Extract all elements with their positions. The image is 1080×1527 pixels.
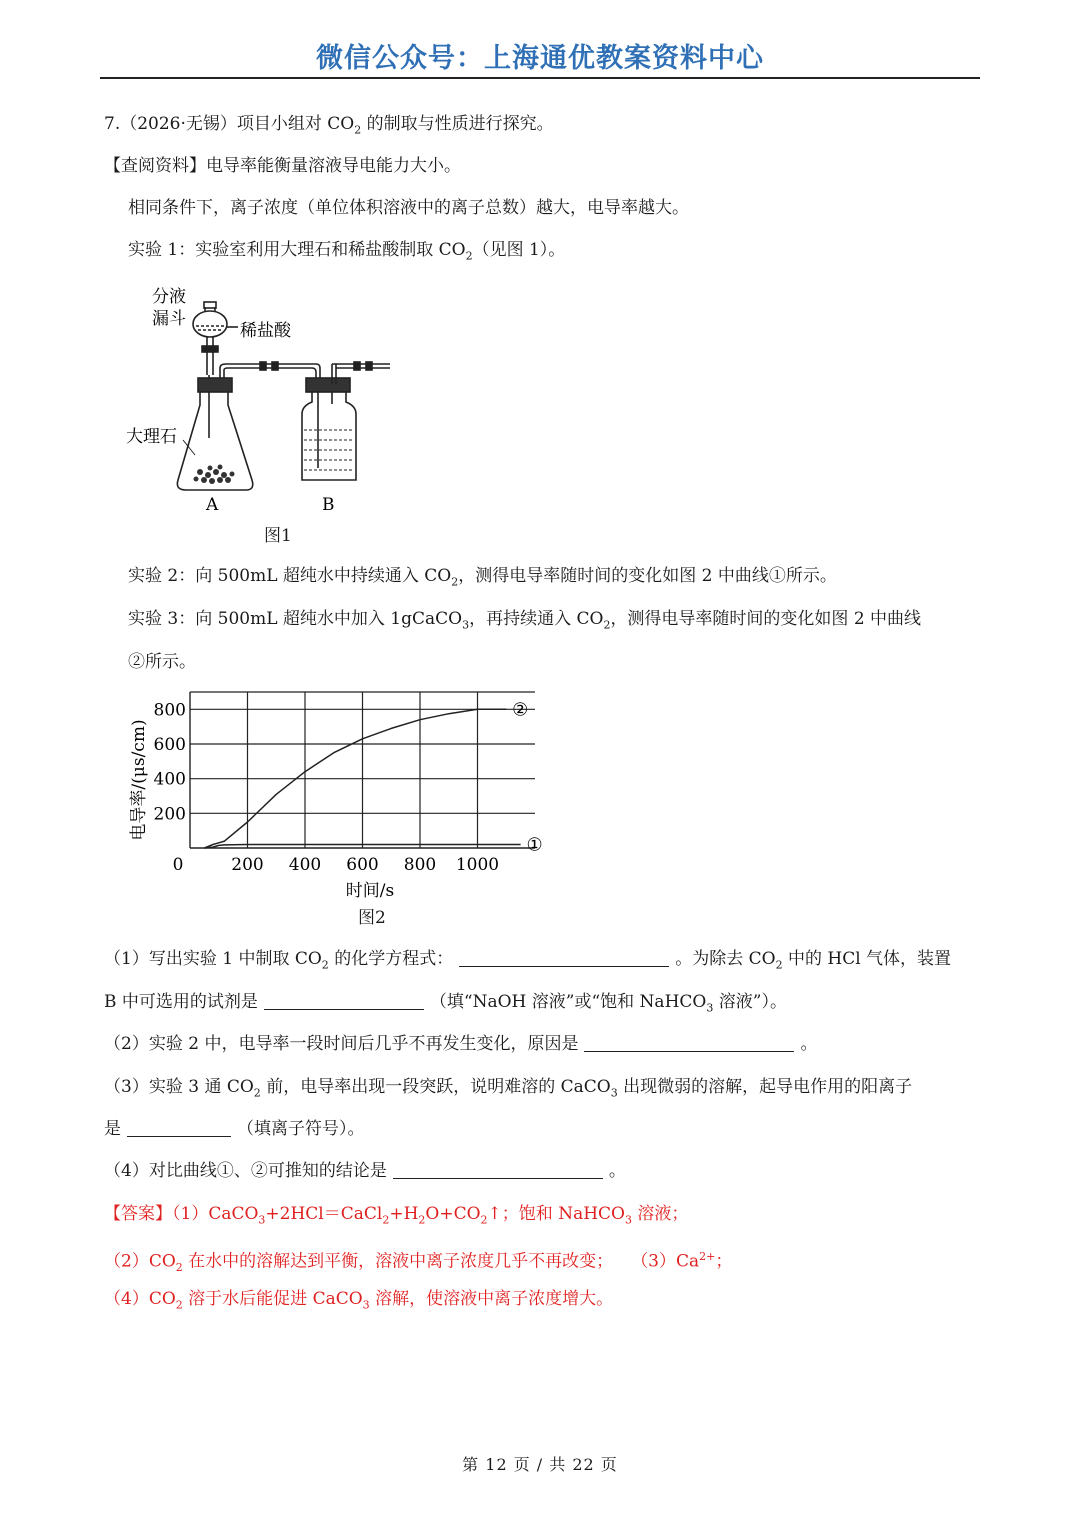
x-tick-label: 400 xyxy=(288,855,322,875)
bottle-b-label: B xyxy=(322,495,335,515)
figure2-caption: 图2 xyxy=(358,908,386,928)
acid-label: 稀盐酸 xyxy=(240,321,291,341)
question-3-line-2: 是 （填离子符号）。 xyxy=(104,1119,365,1139)
experiment-3-text-cont: ②所示。 xyxy=(128,652,196,672)
marble-pieces xyxy=(194,465,235,485)
question-intro: 7.（2026·无锡）项目小组对 $CO_2$ 的制取与性质进行探究。 xyxy=(104,114,554,137)
experiment-1-text: 实验 1：实验室利用大理石和稀盐酸制取 $CO_2$（见图 1）。 xyxy=(128,240,566,263)
y-tick-label: 400 xyxy=(153,769,186,790)
answer-4: $(4)CO_2$ 溶于水后能促进 CaCO$_3$ 溶解，使溶液中离子浓度增大。 xyxy=(104,1289,614,1312)
answer-blank-3[interactable] xyxy=(584,1033,794,1052)
x-axis-label: 时间/s xyxy=(345,881,395,898)
answer-label: 【答案】 xyxy=(104,1204,172,1224)
answer-blank-4[interactable] xyxy=(127,1118,231,1137)
series-label-2: ② xyxy=(512,699,529,721)
answer-blank-1[interactable] xyxy=(459,948,669,967)
series-label-1: ① xyxy=(526,834,543,856)
answer-blank-5[interactable] xyxy=(393,1160,603,1179)
reference-line-1: 【查阅资料】电导率能衡量溶液导电能力大小。 xyxy=(104,156,461,176)
reference-label: 【查阅资料】 xyxy=(104,156,206,176)
answer-2-3: $(2)CO_2$ 在水中的溶解达到平衡，溶液中离子浓度几乎不再改变； $(3)Ca^{2+}$； xyxy=(104,1250,733,1275)
question-3-line-1: （3）实验 3 通 $CO_2$ 前，电导率出现一段突跃，说明难溶的 CaCO$_3$ 出现微弱的溶解，起导电作用的阳离子 xyxy=(104,1077,913,1100)
y-tick-label: 200 xyxy=(153,804,186,825)
header-divider xyxy=(100,77,980,79)
x-tick-label: 200 xyxy=(231,855,264,875)
question-2: （2）实验 2 中，电导率一段时间后几乎不再发生变化，原因是 。 xyxy=(104,1034,818,1054)
x-tick-label: 1000 xyxy=(455,855,500,875)
x-tick-label: 600 xyxy=(346,855,379,875)
y-tick-label: 800 xyxy=(153,700,186,721)
conical-flask-a xyxy=(177,390,252,490)
figure1-caption: 图1 xyxy=(264,526,292,546)
experiment-3-text: 实验 3：向 500mL 超纯水中加入 1gCaCO$_3$，再持续通入 $CO_2$，测得电导率随时间的变化如图 2 中曲线 xyxy=(128,609,922,632)
figure2-chart xyxy=(120,688,570,898)
answer-blank-2[interactable] xyxy=(264,991,424,1010)
question-1-line-2: B 中可选用的试剂是 （填“NaOH 溶液”或“饱和 NaHCO$_3$ 溶液”）。 xyxy=(104,992,787,1015)
x-tick-label: 0 xyxy=(172,855,184,875)
page-header-title: 微信公众号：上海通优教案资料中心 xyxy=(316,43,764,74)
marble-label: 大理石 xyxy=(126,427,177,447)
flask-a-label: A xyxy=(206,495,219,515)
funnel-label-2: 漏斗 xyxy=(152,309,186,329)
gas-bottle-b xyxy=(302,392,356,480)
separatory-funnel-bulb xyxy=(193,311,227,337)
reference-line-2: 相同条件下，离子浓度（单位体积溶液中的离子总数）越大，电导率越大。 xyxy=(128,198,689,218)
x-tick-label: 800 xyxy=(403,855,437,875)
figure1-apparatus xyxy=(120,280,410,548)
y-tick-label: 600 xyxy=(153,735,186,755)
answer-1: 【答案】$(1)CaCO_3+2HCl=CaCl_2+H_2O+CO_2↑$；饱和 NaHCO$_3$ 溶液； xyxy=(104,1204,689,1227)
y-axis-label: 电导率/(μs/cm) xyxy=(129,719,149,841)
question-4: （4）对比曲线①、②可推知的结论是 。 xyxy=(104,1161,626,1181)
experiment-2-text: 实验 2：向 500mL 超纯水中持续通入 $CO_2$，测得电导率随时间的变化如图 2 中曲线①所示。 xyxy=(128,566,837,589)
funnel-label-1: 分液 xyxy=(152,287,186,307)
page-footer: 第 12 页 / 共 22 页 xyxy=(462,1455,618,1474)
question-1-line-1: （1）写出实验 1 中制取 $CO_2$ 的化学方程式： 。为除去 $CO_2$ 中的 HCl 气体，装置 xyxy=(104,949,952,972)
